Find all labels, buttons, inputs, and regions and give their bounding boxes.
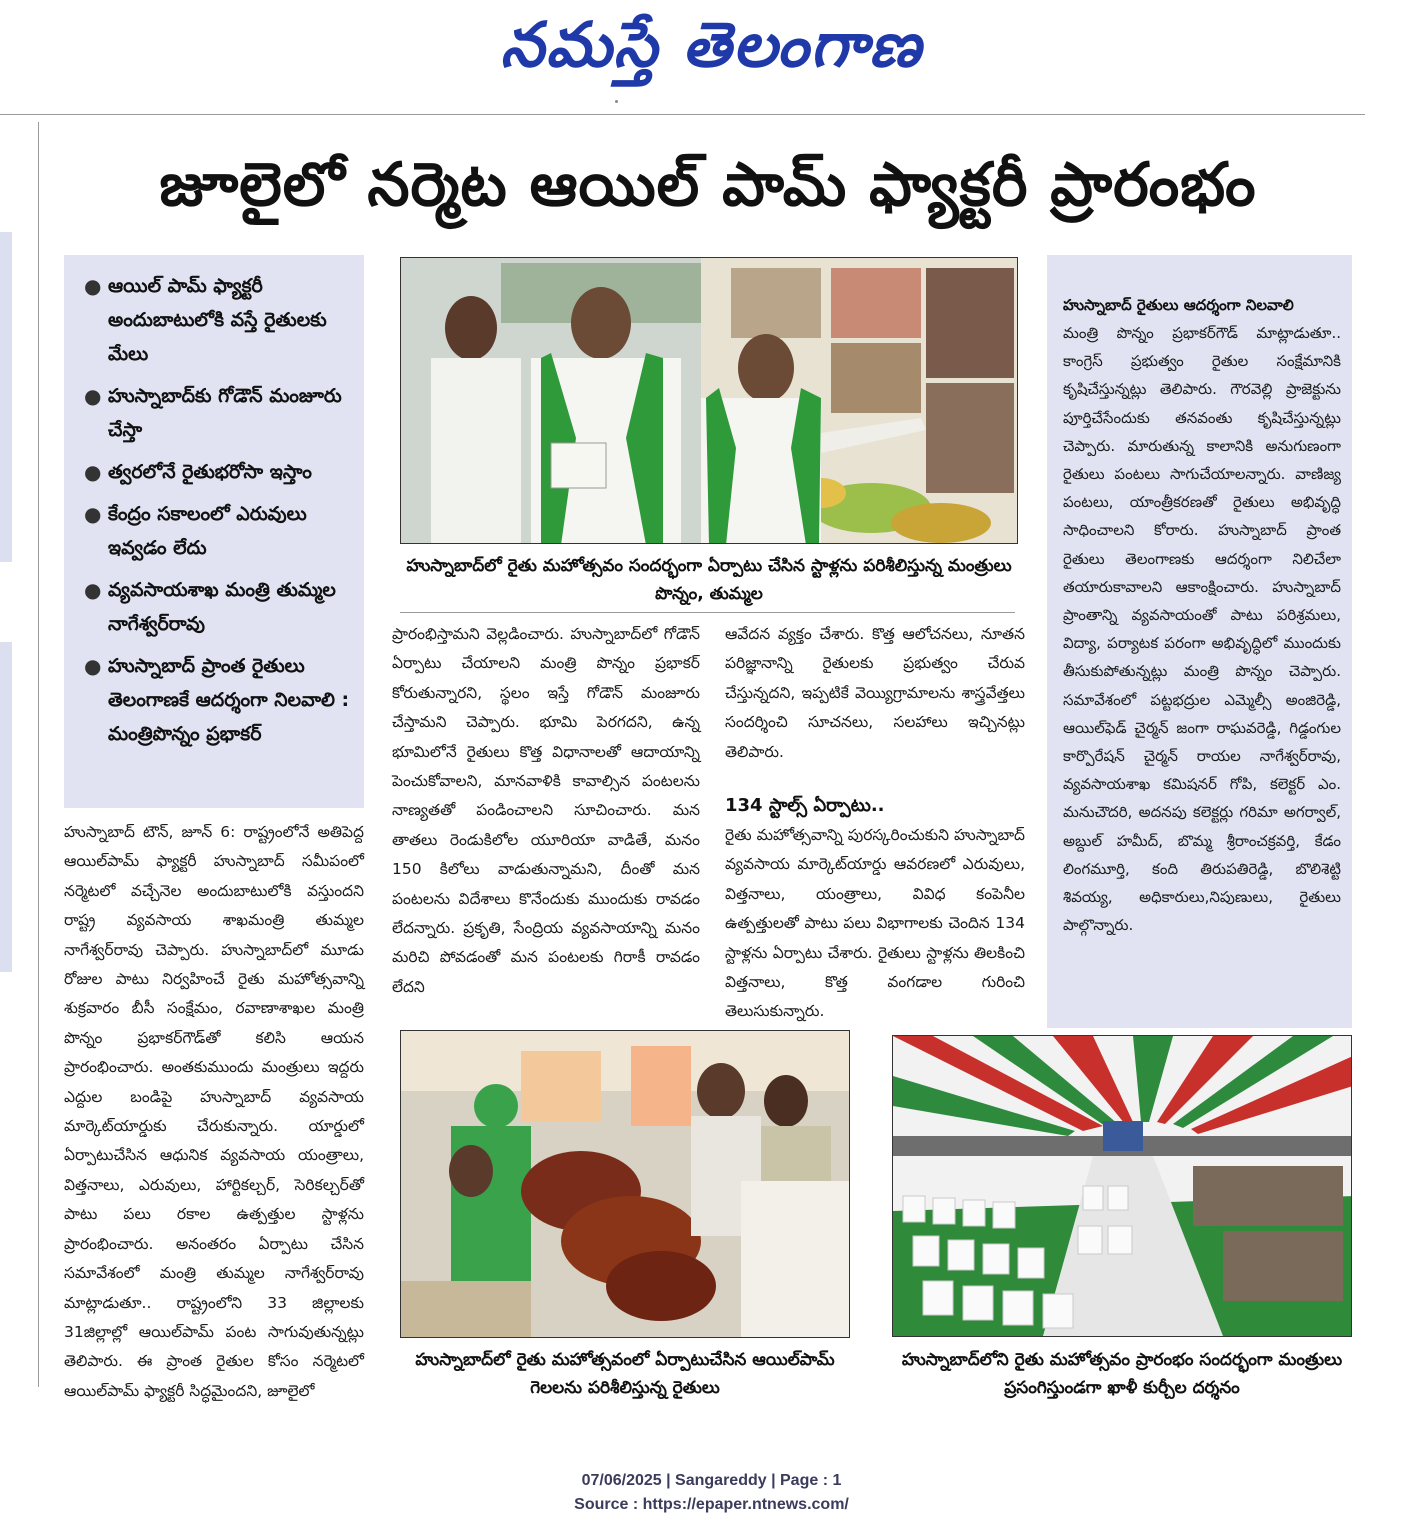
- masthead-divider: [0, 114, 1365, 115]
- previous-column-sliver: [0, 122, 22, 1392]
- stalls-subheading: 134 స్టాల్స్ ఏర్పాటు..: [725, 795, 885, 817]
- bottom-right-photo-caption: హుస్నాబాద్‌లోని రైతు మహోత్సవం ప్రారంభం సందర్భంగా మంత్రులు ప్రసంగిస్తుండగా ఖాళీ కుర్చీల దర్శనం: [901, 1350, 1343, 1398]
- highlight-text: హుస్నాబాద్ ప్రాంత రైతులు తెలంగాణకే ఆదర్శంగా నిలవాలి : మంత్రిపొన్నం ప్రభాకర్: [108, 655, 350, 745]
- highlight-item: [82, 269, 356, 371]
- footer-dateline: 07/06/2025 | Sangareddy | Page : 1: [581, 1472, 842, 1489]
- highlight-text: ఆయిల్ పామ్ ఫ్యాక్టరీ అందుబాటులోకి వస్తే రైతులకు మేలు: [108, 275, 327, 365]
- sidebar-body: మంత్రి పొన్నం ప్రభాకర్‌గౌడ్ మాట్లాడుతూ.. కాంగ్రెస్ ప్రభుత్వం రైతుల సంక్షేమానికి కృషిచేస్తున్నట్లు తెలిపారు. గౌరవెల్లి ప్రాజెక్టును పూర్తిచేసేందుకు తనవంతు కృషిచేస్తున్నట్లు చెప్పారు. మారుతున్న కాలానికి అనుగుణంగా రైతులు పంటలు సాగుచేయాలన్నారు. వాణిజ్య పంటలు, యాంత్రీకరణతో రైతులు అభివృద్ధి సాధించాలని కోరారు. హుస్నాబాద్ ప్రాంత రైతులు తెలంగాణకు ఆదర్శంగా నిలిచేలా తయారుకావాలని ఆకాంక్షించారు. హుస్నాబాద్ ప్రాంతాన్ని వ్యవసాయంతో పాటు పరిశ్రమలు, విద్యా, పర్యాటక పరంగా అభివృద్ధిలో ముందుకు తీసుకుపోతున్నట్లు మంత్రి పొన్నం చెప్పారు. సమావేశంలో పట్టభద్రుల ఎమ్మెల్సీ అంజిరెడ్డి, ఆయిల్‌ఫెడ్ చైర్మన్ జంగా రాఘవరెడ్డి, గిడ్డంగుల కార్పొరేషన్ చైర్మన్ రాయల నాగేశ్వర్‌రావు, వ్యవసాయశాఖ కమిషనర్ గోపి, కలెక్టర్ ఎం. మనుచౌదరి, అదనపు కలెక్టర్లు గరిమా అగర్వాల్, అబ్దుల్ హమీద్, బొమ్మ శ్రీరాంచక్రవర్తి, కేడం లింగమూర్తి, కంది తిరుపతిరెడ్డి, బొలిశెట్టి శివయ్య, అధికారులు,నిపుణులు, రైతులు పాల్గొన్నారు.: [1063, 324, 1341, 935]
- article-column-3-text-2: రైతు మహోత్సవాన్ని పురస్కరించుకుని హుస్నాబాద్ వ్యవసాయ మార్కెట్‌యార్డు ఆవరణలో ఎరువులు, విత్తనాలు, యంత్రాలు, వివిధ కంపెనీల ఉత్పత్తులతో పాటు పలు విభాగాలకు చెందిన 134 స్టాళ్లను ఏర్పాటు చేశారు. రైతులు స్టాళ్లను తిలకించి విత్తనాలు, కొత్త వంగడాల గురించి తెలుసుకున్నారు.: [725, 826, 1025, 1021]
- bullet-icon: ●: [84, 274, 102, 298]
- highlight-item: [82, 379, 356, 447]
- bullet-icon: ●: [84, 654, 102, 678]
- sliver-image: [0, 232, 12, 562]
- bottom-left-photo-illustration: [401, 1031, 850, 1338]
- highlight-item: [82, 455, 356, 489]
- caption-divider: [400, 612, 1015, 613]
- article-column-1: హుస్నాబాద్ టౌన్, జూన్ 6: రాష్ట్రంలోనే అతిపెద్ద ఆయిల్‌పామ్ ఫ్యాక్టరీ హుస్నాబాద్ సమీపంలో నర్మెటలో వచ్చేనెల అందుబాటులోకి వస్తుందని రాష్ట్ర వ్యవసాయ శాఖమంత్రి తుమ్మల నాగేశ్వర్‌రావు చెప్పారు. హుస్నాబాద్‌లో మూడు రోజుల పాటు నిర్వహించే రైతు మహోత్సవాన్ని శుక్రవారం బీసీ సంక్షేమం, రవాణాశాఖల మంత్రి పొన్నం ప్రభాకర్‌గౌడ్‌తో కలిసి ఆయన ప్రారంభించారు. అంతకుముందు మంత్రులు ఇద్దరు ఎద్దుల బండిపై హుస్నాబాద్ వ్యవసాయ మార్కెట్‌యార్డుకు చేరుకున్నారు. యార్డులో ఏర్పాటుచేసిన ఆధునిక వ్యవసాయ యంత్రాలు, విత్తనాలు, ఎరువులు, హార్టికల్చర్, సెరికల్చర్‌తో పాటు పలు రకాల ఉత్పత్తుల స్టాళ్లను ప్రారంభించారు. అనంతరం ఏర్పాటు చేసిన సమావేశంలో మంత్రి తుమ్మల నాగేశ్వర్‌రావు మాట్లాడుతూ.. రాష్ట్రంలోని 33 జిల్లాలకు 31జిల్లాల్లో ఆయిల్‌పామ్ పంట సాగువుతున్నట్లు తెలిపారు. ఈ ప్రాంత రైతుల కోసం నర్మెటలో ఆయిల్‌పామ్ ఫ్యాక్టరీ సిద్ధమైందని, జూలైలో: [64, 823, 364, 1400]
- highlights-box: [64, 255, 364, 808]
- article-column-2: ప్రారంభిస్తామని వెల్లడించారు. హుస్నాబాద్‌లో గోడౌన్ ఏర్పాటు చేయాలని మంత్రి పొన్నం ప్రభాకర్ కోరుతున్నారని, స్థలం ఇస్తే గోడౌన్ మంజూరు చేస్తామని చెప్పారు. భూమి పెరగదని, ఉన్న భూమిలోనే రైతులు కొత్త విధానాలతో ఆదాయాన్ని పెంచుకోవాలని, మానవాళికి కావాల్సిన పంటలను నాణ్యతతో పండించాలని సూచించారు. మన తాతలు రెండుకిలోల యూరియా వాడితే, మనం 150 కిలోలు వాడుతున్నామని, దీంతో మన పంటలను విదేశాలు కొనేందుకు ముందుకు రావడం లేదన్నారు. ప్రకృతి, సేంద్రియ వ్యవసాయాన్ని మనం మరిచి పోవడంతో మన పంటలకు గిరాకీ రావడం లేదని: [392, 625, 700, 996]
- article-column-3: [725, 620, 1025, 1027]
- highlight-item: [82, 573, 356, 641]
- sidebar-box: [1047, 255, 1352, 1028]
- highlight-item: [82, 497, 356, 565]
- highlight-item: [82, 649, 356, 751]
- sidebar-heading: హుస్నాబాద్ రైతులు ఆదర్శంగా నిలవాలి: [1063, 296, 1294, 314]
- highlight-text: హుస్నాబాద్‌కు గోడౌన్ మంజూరు చేస్తా: [108, 385, 342, 441]
- top-photo: [400, 257, 1018, 544]
- highlight-text: వ్యవసాయశాఖ మంత్రి తుమ్మల నాగేశ్వర్‌రావు: [108, 579, 336, 635]
- bullet-icon: ●: [84, 578, 102, 602]
- bullet-icon: ●: [84, 460, 102, 484]
- footer-source-link[interactable]: Source : https://epaper.ntnews.com/: [574, 1496, 849, 1513]
- bottom-left-photo: [400, 1030, 850, 1338]
- sliver-box: [0, 642, 12, 972]
- article-column-3-text: ఆవేదన వ్యక్తం చేశారు. కొత్త ఆలోచనలు, నూతన పరిజ్ఞానాన్ని రైతులకు ప్రభుత్వం చేరువ చేస్తున్నదని, ఇప్పటికే వెయ్యిగ్రామాలను శాస్త్రవేత్తలు సందర్శించి సూచనలు, సలహాలు ఇచ్చినట్లు తెలిపారు.: [725, 625, 1025, 761]
- bullet-icon: ●: [84, 384, 102, 408]
- highlight-text: కేంద్రం సకాలంలో ఎరువులు ఇవ్వడం లేదు: [108, 503, 307, 559]
- masthead-dot: [615, 100, 618, 103]
- headline: జూలైలో నర్మెట ఆయిల్ పామ్ ఫ్యాక్టరీ ప్రారంభం: [159, 150, 1257, 220]
- bullet-icon: ●: [84, 502, 102, 526]
- bottom-right-photo-illustration: [893, 1036, 1352, 1337]
- bottom-left-photo-caption: హుస్నాబాద్‌లో రైతు మహోత్సవంలో ఏర్పాటుచేసిన ఆయిల్‌పామ్ గెలలను పరిశీలిస్తున్న రైతులు: [415, 1350, 835, 1398]
- masthead-logo: నమస్తే తెలంగాణ: [500, 8, 923, 81]
- top-photo-illustration: [401, 258, 1018, 544]
- bottom-right-photo: [892, 1035, 1352, 1337]
- top-photo-caption: హుస్నాబాద్‌లో రైతు మహోత్సవం సందర్భంగా ఏర్పాటు చేసిన స్టాళ్లను పరిశీలిస్తున్న మంత్రులు పొన్నం, తుమ్మల: [406, 556, 1012, 604]
- highlight-text: త్వరలోనే రైతుభరోసా ఇస్తాం: [108, 461, 312, 483]
- column-divider-left: [38, 122, 39, 1387]
